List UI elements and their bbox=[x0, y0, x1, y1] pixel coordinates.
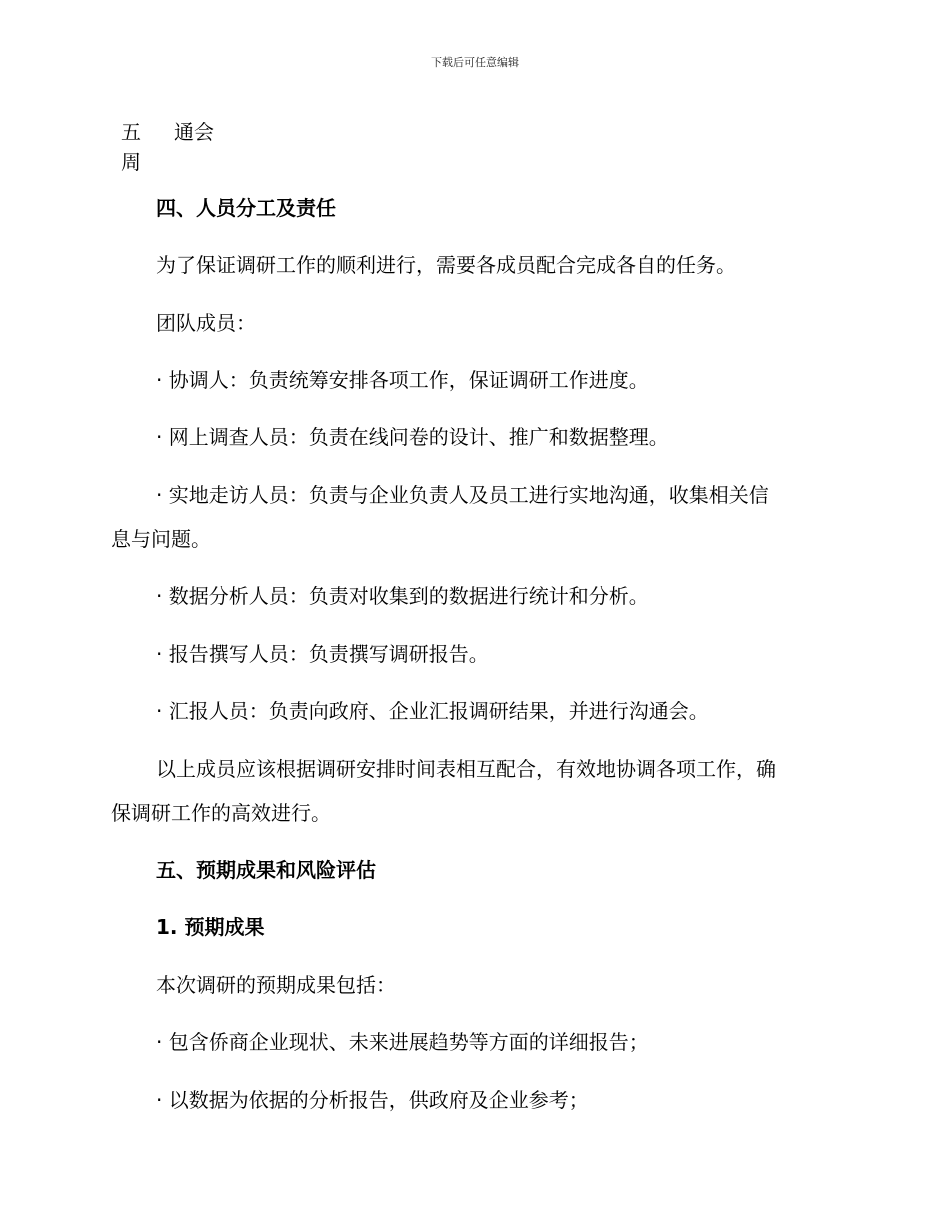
page-header: 下载后可任意编辑 bbox=[431, 56, 519, 69]
role-item-coordinator: · 协调人：负责统筹安排各项工作，保证调研工作进度。 bbox=[156, 368, 649, 392]
week-label-line1: 五 bbox=[121, 120, 141, 144]
subsection-heading: 1. 预期成果 bbox=[156, 915, 265, 939]
outcome-item: · 以数据为依据的分析报告，供政府及企业参考； bbox=[156, 1088, 589, 1112]
activity-cell: 通会 bbox=[174, 120, 214, 144]
role-item-field-visit: · 实地走访人员：负责与企业负责人及员工进行实地沟通，收集相关信 bbox=[156, 483, 769, 507]
role-item-report-writing: · 报告撰写人员：负责撰写调研报告。 bbox=[156, 642, 489, 666]
outcome-item: · 包含侨商企业现状、未来进展趋势等方面的详细报告； bbox=[156, 1030, 649, 1054]
paragraph: 以上成员应该根据调研安排时间表相互配合，有效地协调各项工作，确 bbox=[156, 757, 776, 781]
role-item-field-visit-cont: 息与问题。 bbox=[111, 527, 211, 551]
paragraph: 本次调研的预期成果包括： bbox=[156, 973, 396, 997]
paragraph-cont: 保调研工作的高效进行。 bbox=[111, 801, 331, 825]
paragraph: 为了保证调研工作的顺利进行，需要各成员配合完成各自的任务。 bbox=[156, 253, 736, 277]
section-heading: 四、人员分工及责任 bbox=[156, 196, 336, 220]
section-heading: 五、预期成果和风险评估 bbox=[156, 858, 376, 882]
role-item-online-survey: · 网上调查人员：负责在线问卷的设计、推广和数据整理。 bbox=[156, 425, 669, 449]
role-item-reporting: · 汇报人员：负责向政府、企业汇报调研结果，并进行沟通会。 bbox=[156, 699, 709, 723]
team-label: 团队成员： bbox=[156, 311, 256, 335]
role-item-data-analysis: · 数据分析人员：负责对收集到的数据进行统计和分析。 bbox=[156, 584, 649, 608]
week-label-line2: 周 bbox=[121, 150, 141, 174]
